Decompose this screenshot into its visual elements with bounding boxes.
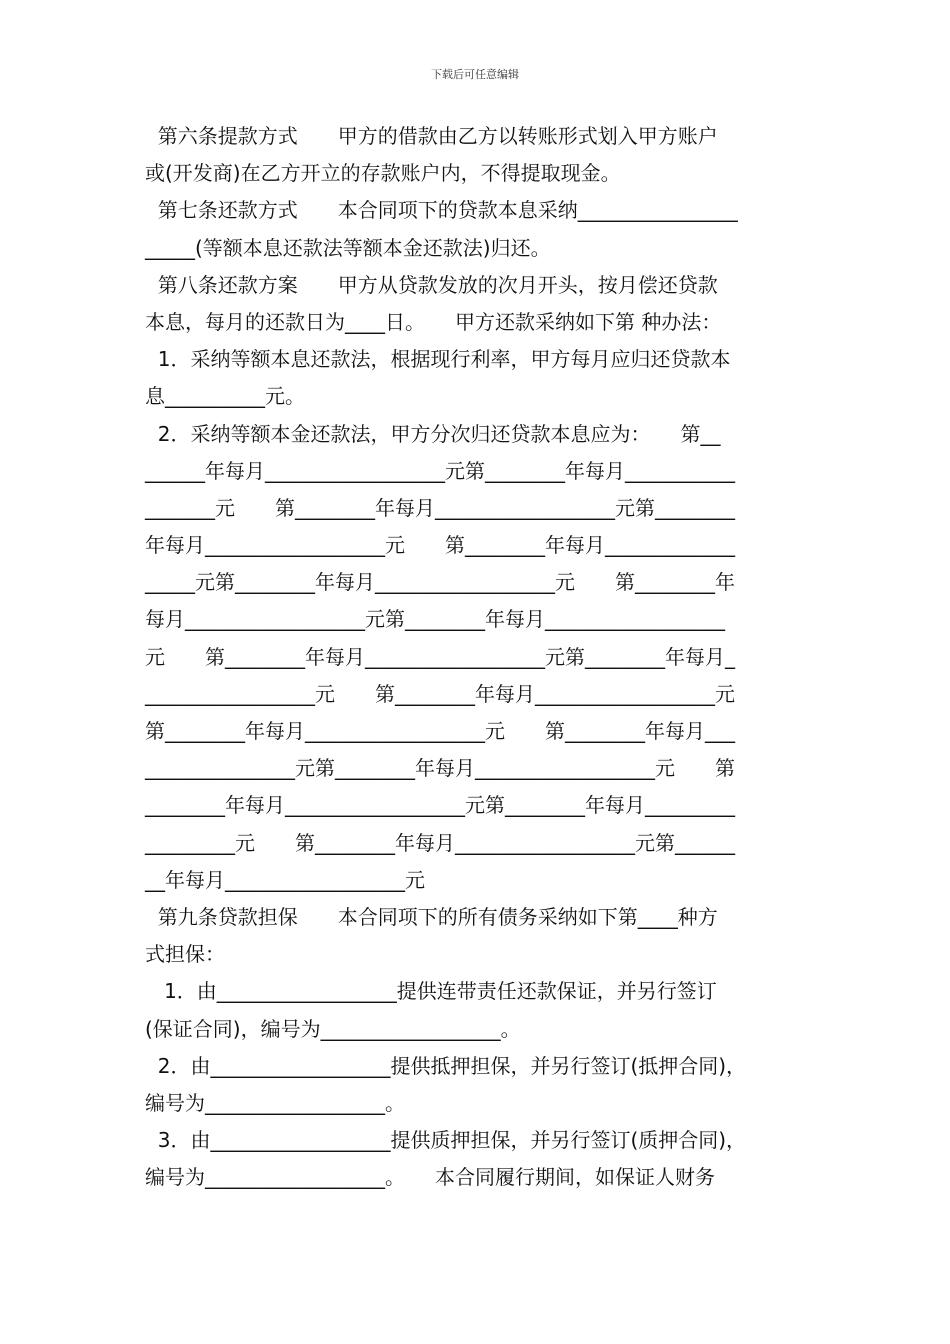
text-line: _____元第________年每月__________________元 第________年 (145, 570, 735, 595)
text-line: 2．采纳等额本金还款法，甲方分次归还贷款本息应为： 第__ (145, 421, 721, 446)
text-line: 第六条提款方式 甲方的借款由乙方以转账形式划入甲方账户 (145, 124, 718, 148)
text-line: _______________元第________年每月__________________元 第 (145, 756, 735, 781)
text-line: _____(等额本息还款法等额本金还款法)归还。 (145, 235, 551, 260)
text-line: 息__________元。 (145, 384, 305, 409)
contract-body (145, 118, 810, 1196)
text-line: 1．采纳等额本息还款法，根据现行利率，甲方每月应归还贷款本 (145, 347, 731, 372)
text-line: 2．由__________________提供抵押担保，并另行签订(抵押合同)， (145, 1053, 747, 1078)
text-line: _________元 第________年每月__________________元第______ (145, 830, 735, 855)
page-header: 下载后可任意编辑 (431, 68, 519, 81)
text-line: 第七条还款方式 本合同项下的贷款本息采纳________________ (145, 198, 738, 223)
text-line: 第________年每月__________________元 第________年每月___ (145, 719, 735, 743)
text-line: 每月__________________元第________年每月__________________ (145, 607, 725, 632)
text-line: 编号为__________________。 (145, 1090, 405, 1115)
text-line: 3．由__________________提供质押担保，并另行签订(质押合同)， (145, 1128, 747, 1153)
text-line: (保证合同)，编号为__________________。 (145, 1016, 521, 1041)
text-line: __年每月__________________元 (145, 867, 425, 892)
text-line: 或(开发商)在乙方开立的存款账户内，不得提取现金。 (145, 161, 621, 186)
text-line: 元 第________年每月__________________元第________年每月_ (145, 644, 735, 669)
text-line: 1．由__________________提供连带责任还款保证，并另行签订 (145, 979, 717, 1004)
text-line: ________年每月__________________元第________年每月_________ (145, 793, 735, 818)
text-line: 第九条贷款担保 本合同项下的所有债务采纳如下第____种方 (145, 904, 718, 929)
text-line: 年每月__________________元 第________年每月_____________ (145, 533, 735, 558)
text-line: 编号为__________________。 本合同履行期间，如保证人财务 (145, 1165, 715, 1190)
text-line: 式担保： (145, 942, 225, 967)
text-line: _________________元 第________年每月__________________元 (145, 681, 735, 706)
text-line: 第八条还款方案 甲方从贷款发放的次月开头，按月偿还贷款 (145, 272, 718, 297)
text-line: _______元 第________年每月__________________元第________ (145, 495, 735, 520)
text-line: ______年每月__________________元第________年每月___________ (145, 458, 735, 483)
text-line: 本息，每月的还款日为____日。 甲方还款采纳如下第 种办法： (145, 309, 722, 334)
